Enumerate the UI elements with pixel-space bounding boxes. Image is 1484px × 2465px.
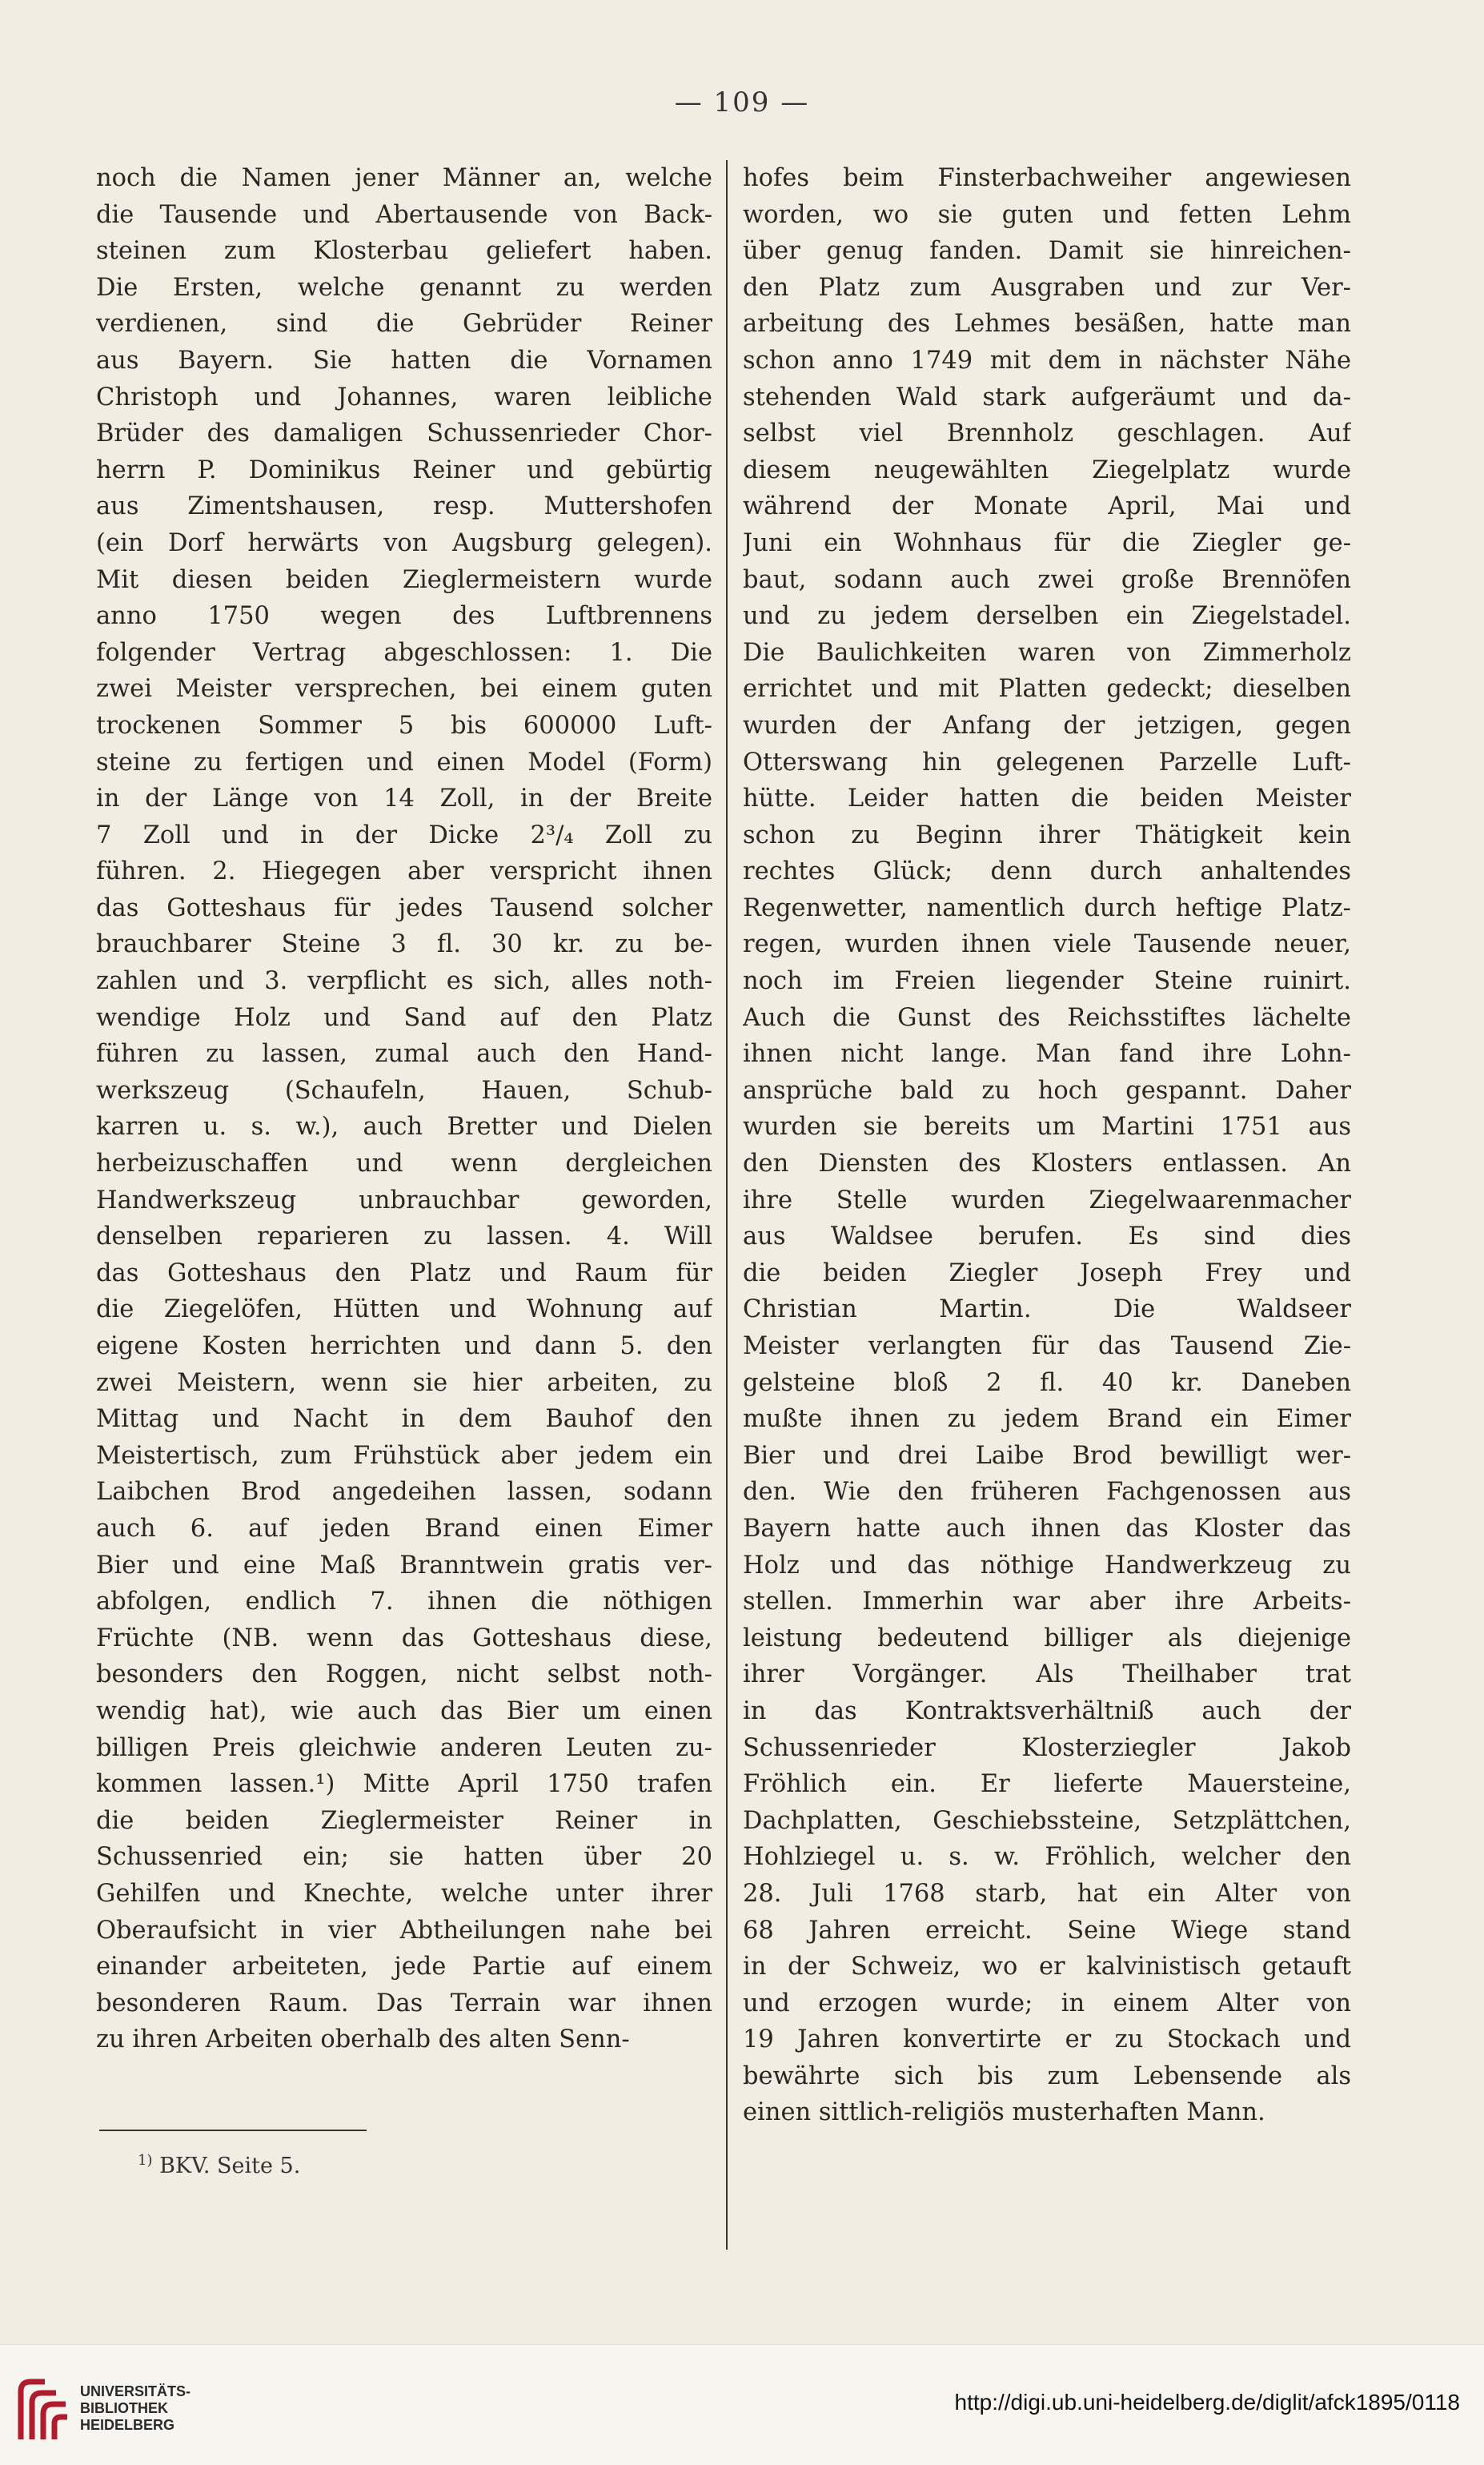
right-column-line: stellen. Immerhin war aber ihre Arbeits- (743, 1588, 1351, 1616)
left-column-line: aus Zimentshausen, resp. Muttershofen (96, 492, 712, 521)
left-column-line: Schussenried ein; sie hatten über 20 (96, 1843, 712, 1872)
right-column-line: Christian Martin. Die Waldseer (743, 1295, 1351, 1324)
left-column-line: abfolgen, endlich 7. ihnen die nöthigen (96, 1588, 712, 1616)
right-column-line: Die Baulichkeiten waren von Zimmerholz (743, 638, 1351, 667)
right-column-line: stehenden Wald stark aufgeräumt und da- (743, 383, 1351, 412)
left-column-line: herbeizuschaffen und wenn dergleichen (96, 1150, 712, 1178)
left-column-line: Meistertisch, zum Frühstück aber jedem ein (96, 1441, 712, 1470)
left-column-line: führen. 2. Hiegegen aber verspricht ihnen (96, 857, 712, 886)
page-number: — 109 — (674, 86, 810, 118)
right-column-line: Holz und das nöthige Handwerkzeug zu (743, 1551, 1351, 1580)
right-column-line: rechtes Glück; denn durch anhaltendes (743, 857, 1351, 886)
right-column-line: Regenwetter, namentlich durch heftige Platz- (743, 893, 1351, 922)
left-column-line: 7 Zoll und in der Dicke 2³/₄ Zoll zu (96, 821, 712, 849)
left-column-line: führen zu lassen, zumal auch den Hand- (96, 1040, 712, 1069)
right-column-line: ihre Stelle wurden Ziegelwaarenmacher (743, 1186, 1351, 1214)
left-column-line: steinen zum Klosterbau geliefert haben. (96, 237, 712, 266)
left-column-line: in der Länge von 14 Zoll, in der Breite (96, 785, 712, 813)
left-text-column (96, 160, 712, 2058)
right-column-line: den Diensten des Klosters entlassen. An (743, 1150, 1351, 1178)
right-column-line: errichtet und mit Platten gedeckt; dieselben (743, 675, 1351, 704)
library-logo-icon (13, 2375, 72, 2447)
right-column-line: Bier und drei Laibe Brod bewilligt wer- (743, 1441, 1351, 1470)
right-column-line: den. Wie den früheren Fachgenossen aus (743, 1478, 1351, 1507)
right-column-line: 68 Jahren erreicht. Seine Wiege stand (743, 1916, 1351, 1945)
left-column-line: steine zu fertigen und einen Model (Form) (96, 748, 712, 777)
left-column-line: zu ihren Arbeiten oberhalb des alten Senn- (96, 2025, 630, 2054)
left-column-line: Laibchen Brod angedeihen lassen, sodann (96, 1478, 712, 1507)
library-name-line-2: BIBLIOTHEK (80, 2400, 168, 2416)
left-column-line: besonders den Roggen, nicht selbst noth- (96, 1660, 712, 1689)
right-column-line: Auch die Gunst des Reichsstiftes lächelte (743, 1003, 1351, 1032)
left-column-line: folgender Vertrag abgeschlossen: 1. Die (96, 638, 712, 667)
right-column-line: ansprüche bald zu hoch gespannt. Daher (743, 1076, 1351, 1105)
right-column-line: schon zu Beginn ihrer Thätigkeit kein (743, 821, 1351, 849)
left-column-line: Die Ersten, welche genannt zu werden (96, 273, 712, 302)
left-column-line: kommen lassen.¹) Mitte April 1750 trafen (96, 1770, 712, 1799)
right-column-line: schon anno 1749 mit dem in nächster Nähe (743, 346, 1351, 375)
right-column-line: während der Monate April, Mai und (743, 492, 1351, 521)
right-column-line: über genug fanden. Damit sie hinreichen- (743, 237, 1351, 266)
right-column-line: in der Schweiz, wo er kalvinistisch getauft (743, 1953, 1351, 1981)
right-column-line: Otterswang hin gelegenen Parzelle Luft- (743, 748, 1351, 777)
left-column-line: Früchte (NB. wenn das Gotteshaus diese, (96, 1624, 712, 1652)
footnote (138, 2152, 300, 2178)
left-column-line: Gehilfen und Knechte, welche unter ihrer (96, 1879, 712, 1908)
right-column-line: arbeitung des Lehmes besäßen, hatte man (743, 310, 1351, 339)
left-column-line: trockenen Sommer 5 bis 600000 Luft- (96, 711, 712, 740)
right-column-line: Schussenrieder Klosterziegler Jakob (743, 1733, 1351, 1762)
left-column-line: verdienen, sind die Gebrüder Reiner (96, 310, 712, 339)
left-column-line: Brüder des damaligen Schussenrieder Chor- (96, 420, 712, 448)
permalink-url[interactable]: http://digi.ub.uni-heidelberg.de/diglit/afck1895/0118 (954, 2390, 1460, 2415)
footnote-rule (99, 2130, 367, 2131)
right-column-line: worden, wo sie guten und fetten Lehm (743, 200, 1351, 229)
right-column-line: 19 Jahren konvertirte er zu Stockach und (743, 2025, 1351, 2054)
left-column-line: (ein Dorf herwärts von Augsburg gelegen). (96, 528, 712, 557)
column-divider (726, 160, 728, 2250)
left-column-line: Handwerkszeug unbrauchbar geworden, (96, 1186, 712, 1214)
right-column-line: leistung bedeutend billiger als diejenige (743, 1624, 1351, 1652)
left-column-line: zwei Meistern, wenn sie hier arbeiten, zu (96, 1368, 712, 1397)
right-column-line: Meister verlangten für das Tausend Zie- (743, 1332, 1351, 1360)
left-column-line: einander arbeiteten, jede Partie auf einem (96, 1953, 712, 1981)
right-column-line: regen, wurden ihnen viele Tausende neuer, (743, 930, 1351, 959)
right-column-line: selbst viel Brennholz geschlagen. Auf (743, 420, 1351, 448)
left-column-line: zahlen und 3. verpflicht es sich, alles noth- (96, 967, 712, 996)
right-column-line: Fröhlich ein. Er lieferte Mauersteine, (743, 1770, 1351, 1799)
left-column-line: auch 6. auf jeden Brand einen Eimer (96, 1514, 712, 1543)
right-column-line: 28. Juli 1768 starb, hat ein Alter von (743, 1879, 1351, 1908)
left-column-line: anno 1750 wegen des Luftbrennens (96, 602, 712, 631)
left-column-line: Oberaufsicht in vier Abtheilungen nahe bei (96, 1916, 712, 1945)
right-column-line: hofes beim Finsterbachweiher angewiesen (743, 164, 1351, 192)
right-column-line: und zu jedem derselben ein Ziegelstadel. (743, 602, 1351, 631)
right-text-column (743, 160, 1351, 2131)
left-column-line: die Ziegelöfen, Hütten und Wohnung auf (96, 1295, 712, 1324)
footnote-text: BKV. Seite 5. (159, 2154, 301, 2178)
left-column-line: Mit diesen beiden Zieglermeistern wurde (96, 565, 712, 594)
left-column-line: das Gotteshaus den Platz und Raum für (96, 1259, 712, 1287)
library-name-line-3: HEIDELBERG (80, 2417, 175, 2433)
left-column-line: denselben reparieren zu lassen. 4. Will (96, 1222, 712, 1251)
right-column-line: baut, sodann auch zwei große Brennöfen (743, 565, 1351, 594)
left-column-line: besonderen Raum. Das Terrain war ihnen (96, 1989, 712, 2017)
right-column-line: die beiden Ziegler Joseph Frey und (743, 1259, 1351, 1287)
right-column-line: Hohlziegel u. s. w. Fröhlich, welcher den (743, 1843, 1351, 1872)
left-column-line: aus Bayern. Sie hatten die Vornamen (96, 346, 712, 375)
right-column-line: hütte. Leider hatten die beiden Meister (743, 785, 1351, 813)
right-column-line: den Platz zum Ausgraben und zur Ver- (743, 273, 1351, 302)
right-column-line: aus Waldsee berufen. Es sind dies (743, 1222, 1351, 1251)
right-column-line: wurden sie bereits um Martini 1751 aus (743, 1113, 1351, 1142)
left-column-line: billigen Preis gleichwie anderen Leuten zu- (96, 1733, 712, 1762)
left-column-line: wendig hat), wie auch das Bier um einen (96, 1696, 712, 1725)
left-column-line: brauchbarer Steine 3 fl. 30 kr. zu be- (96, 930, 712, 959)
right-column-line: einen sittlich-religiös musterhaften Mann. (743, 2098, 1265, 2127)
right-column-line: wurden der Anfang der jetzigen, gegen (743, 711, 1351, 740)
left-column-line: herrn P. Dominikus Reiner und gebürtig (96, 456, 712, 484)
left-column-line: werkszeug (Schaufeln, Hauen, Schub- (96, 1076, 712, 1105)
library-name (80, 2383, 191, 2434)
left-column-line: wendige Holz und Sand auf den Platz (96, 1003, 712, 1032)
left-column-line: zwei Meister versprechen, bei einem guten (96, 675, 712, 704)
right-column-line: Juni ein Wohnhaus für die Ziegler ge- (743, 528, 1351, 557)
right-column-line: noch im Freien liegender Steine ruinirt. (743, 967, 1351, 996)
left-column-line: Mittag und Nacht in dem Bauhof den (96, 1405, 712, 1434)
library-name-line-1: UNIVERSITÄTS- (80, 2383, 191, 2399)
left-column-line: die beiden Zieglermeister Reiner in (96, 1806, 712, 1835)
left-column-line: noch die Namen jener Männer an, welche (96, 164, 712, 192)
right-column-line: ihnen nicht lange. Man fand ihre Lohn- (743, 1040, 1351, 1069)
left-column-line: karren u. s. w.), auch Bretter und Dielen (96, 1113, 712, 1142)
left-column-line: die Tausende und Abertausende von Back- (96, 200, 712, 229)
right-column-line: mußte ihnen zu jedem Brand ein Eimer (743, 1405, 1351, 1434)
right-column-line: bewährte sich bis zum Lebensende als (743, 2062, 1351, 2090)
right-column-line: ihrer Vorgänger. Als Theilhaber trat (743, 1660, 1351, 1689)
left-column-line: das Gotteshaus für jedes Tausend solcher (96, 893, 712, 922)
right-column-line: in das Kontraktsverhältniß auch der (743, 1696, 1351, 1725)
left-column-line: Christoph und Johannes, waren leibliche (96, 383, 712, 412)
right-column-line: diesem neugewählten Ziegelplatz wurde (743, 456, 1351, 484)
right-column-line: und erzogen wurde; in einem Alter von (743, 1989, 1351, 2017)
footnote-marker: 1) (138, 2152, 153, 2169)
library-footer (0, 2344, 1484, 2465)
right-column-line: Bayern hatte auch ihnen das Kloster das (743, 1514, 1351, 1543)
left-column-line: Bier und eine Maß Branntwein gratis ver- (96, 1551, 712, 1580)
right-column-line: gelsteine bloß 2 fl. 40 kr. Daneben (743, 1368, 1351, 1397)
left-column-line: eigene Kosten herrichten und dann 5. den (96, 1332, 712, 1360)
right-column-line: Dachplatten, Geschiebssteine, Setzplättchen, (743, 1806, 1351, 1835)
